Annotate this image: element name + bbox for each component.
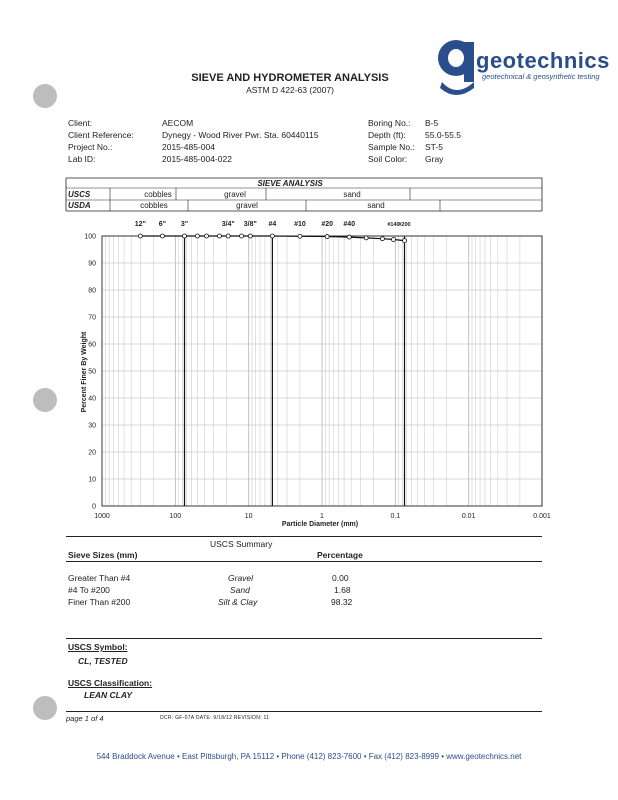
sieve-analysis-heading: SIEVE ANALYSIS	[257, 179, 323, 188]
sieve-size-label: #200	[398, 222, 411, 228]
page-number: page 1 of 4	[66, 714, 104, 723]
plot-grid	[102, 236, 542, 506]
y-tick-label: 30	[88, 422, 96, 430]
data-point	[182, 234, 186, 238]
sieve-size-label: 6"	[158, 221, 167, 228]
summary-name: Sand	[230, 585, 250, 595]
sieve-size-label: #140	[387, 222, 400, 228]
sample-no-label: Sample No.:	[368, 142, 415, 152]
uscs-cobbles: cobbles	[144, 190, 172, 199]
summary-row	[68, 585, 110, 595]
sieve-size-label: #10	[294, 221, 306, 228]
y-tick-label: 100	[84, 233, 96, 241]
footer-rule	[66, 711, 542, 712]
uscs-classification-label: USCS Classification:	[68, 678, 153, 688]
client-value: AECOM	[162, 118, 194, 128]
depth-label: Depth (ft):	[368, 130, 406, 140]
summary-pct: 98.32	[331, 597, 353, 607]
data-point	[298, 234, 302, 238]
sieve-size-label: 3/4"	[221, 221, 235, 228]
percentage-header: Percentage	[317, 550, 363, 560]
data-point	[160, 234, 164, 238]
client-reference-value: Dynegy - Wood River Pwr. Sta. 60440115	[162, 130, 319, 140]
symbol-rule	[66, 638, 542, 639]
usda-row-label: USDA	[68, 201, 91, 210]
depth-value: 55.0-55.5	[425, 130, 461, 140]
y-tick-label: 40	[88, 395, 96, 403]
sieve-size-label: #20	[321, 221, 334, 228]
sieve-labels	[135, 221, 411, 228]
y-tick-label: 80	[88, 287, 96, 295]
data-point	[380, 237, 384, 241]
data-point	[347, 235, 351, 239]
sieve-size-label: 3"	[180, 221, 189, 228]
uscs-gravel: gravel	[224, 190, 246, 199]
uscs-summary-title: USCS Summary	[210, 539, 273, 549]
sieve-size-label: #4	[268, 221, 277, 228]
data-point	[217, 234, 221, 238]
summary-pct: 0.00	[332, 573, 349, 583]
uscs-sand: sand	[343, 190, 361, 199]
logo-wordmark: geotechnics	[476, 48, 610, 73]
sieve-sizes-header: Sieve Sizes (mm)	[68, 550, 138, 560]
x-tick-label: 100	[169, 513, 182, 520]
sieve-size-label: 3/8"	[243, 221, 257, 228]
punch-hole	[33, 696, 57, 720]
soil-color-value: Gray	[425, 154, 444, 164]
y-tick-label: 50	[88, 368, 96, 376]
x-tick-label: 0.01	[461, 513, 476, 520]
summary-name: Gravel	[228, 573, 254, 583]
logo-tagline: geotechnical & geosynthetic testing	[482, 72, 600, 81]
client-reference-label: Client Reference:	[68, 130, 134, 140]
data-point	[270, 234, 274, 238]
y-tick-label: 10	[88, 476, 96, 484]
boring-no-value: B-5	[425, 118, 439, 128]
sample-no-value: ST-5	[425, 142, 443, 152]
boring-no-label: Boring No.:	[368, 118, 411, 128]
summary-pct: 1.68	[334, 585, 351, 595]
data-point	[325, 235, 329, 239]
data-point	[205, 234, 209, 238]
x-tick-label: 0.1	[390, 513, 401, 520]
data-point	[195, 234, 199, 238]
sieve-size-label: 12"	[134, 221, 146, 228]
usda-cobbles: cobbles	[140, 201, 168, 210]
sieve-size-label: #40	[343, 221, 356, 228]
lab-id-label: Lab ID:	[68, 154, 96, 164]
y-axis-label: Percent Finer By Weight	[81, 331, 88, 413]
summary-header-rule	[66, 561, 542, 562]
y-tick-label: 0	[92, 503, 96, 511]
uscs-row-label: USCS	[68, 190, 91, 199]
x-tick-label: 1000	[94, 513, 110, 520]
summary-sieve: #4 To #200	[68, 585, 110, 595]
client-label: Client:	[68, 118, 93, 128]
uscs-symbol-value: CL, TESTED	[78, 656, 128, 666]
summary-top-rule	[66, 536, 542, 537]
uscs-classification-value: LEAN CLAY	[84, 690, 133, 700]
data-point	[248, 234, 252, 238]
company-address: 544 Braddock Avenue • East Pittsburgh, PA 15112 • Phone (412) 823-7600 • Fax (412) 823-8999 • www.geotechnics.net	[96, 752, 522, 761]
summary-sieve: Greater Than #4	[68, 573, 131, 583]
usda-gravel: gravel	[236, 201, 258, 210]
y-tick-label: 90	[88, 260, 96, 268]
data-point	[226, 234, 230, 238]
y-tick-label: 60	[88, 341, 96, 349]
lab-id-value: 2015-485-004-022	[162, 154, 232, 164]
project-no-value: 2015-485-004	[162, 142, 215, 152]
x-tick-label: 10	[244, 513, 253, 520]
summary-name: Silt & Clay	[218, 597, 258, 607]
project-no-label: Project No.:	[68, 142, 113, 152]
document-control: DCR: GF-07A DATE: 9/18/12 REVISION: 11	[160, 715, 270, 721]
data-point	[240, 234, 244, 238]
x-axis-label: Particle Diameter (mm)	[281, 521, 359, 528]
plot-axes	[84, 234, 551, 521]
uscs-symbol-label: USCS Symbol:	[68, 642, 128, 652]
data-point	[391, 238, 395, 242]
x-tick-label: 1	[320, 513, 324, 520]
summary-row	[68, 597, 130, 607]
data-point	[364, 236, 368, 240]
soil-color-label: Soil Color:	[368, 154, 408, 164]
standard-reference: ASTM D 422-63 (2007)	[246, 85, 334, 95]
summary-row	[68, 573, 130, 583]
y-tick-label: 70	[88, 314, 96, 322]
x-tick-label: 0.001	[533, 513, 551, 520]
data-point	[138, 234, 142, 238]
y-tick-label: 20	[88, 449, 96, 457]
page-title: SIEVE AND HYDROMETER ANALYSIS	[191, 72, 389, 84]
summary-sieve: Finer Than #200	[68, 597, 131, 607]
usda-sand: sand	[367, 201, 385, 210]
classification-bars	[66, 178, 542, 211]
data-point	[402, 239, 406, 243]
